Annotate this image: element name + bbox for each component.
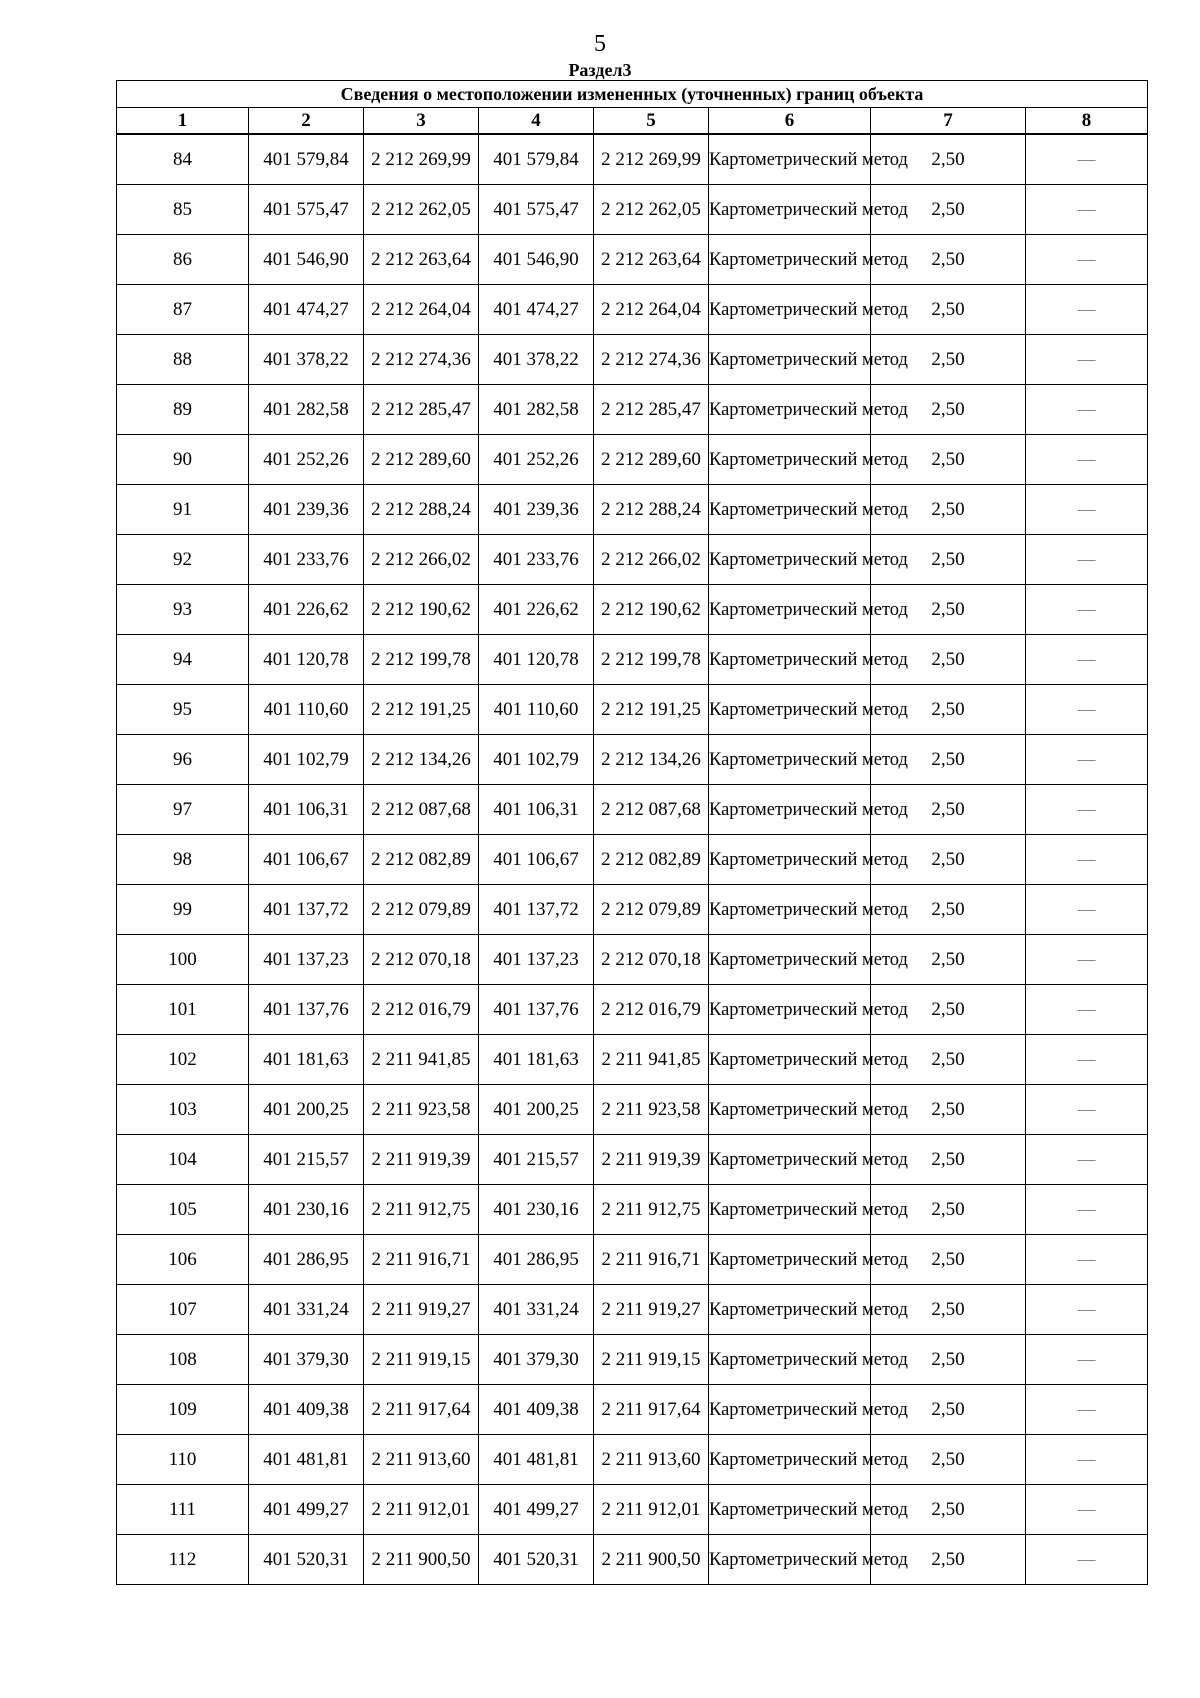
- table-cell-col-8: —: [1026, 835, 1148, 885]
- table-row: [117, 385, 1148, 435]
- table-cell-col-7: 2,50: [871, 1485, 1026, 1535]
- table-cell-col-6: Картометрический метод: [709, 385, 871, 435]
- table-cell-col-4: 401 379,30: [479, 1335, 594, 1385]
- table-cell-col-6: Картометрический метод: [709, 535, 871, 585]
- table-cell-col-3: 2 212 079,89: [364, 885, 479, 935]
- table-cell-col-6: Картометрический метод: [709, 885, 871, 935]
- table-cell-col-1: 100: [117, 935, 249, 985]
- table-cell-col-6: Картометрический метод: [709, 134, 871, 185]
- table-cell-col-2: 401 233,76: [249, 535, 364, 585]
- table-cell-col-8: —: [1026, 635, 1148, 685]
- table-cell-col-3: 2 211 912,75: [364, 1185, 479, 1235]
- table-row: [117, 535, 1148, 585]
- table-cell-col-7: 2,50: [871, 285, 1026, 335]
- table-cell-col-1: 97: [117, 785, 249, 835]
- table-cell-col-6: Картометрический метод: [709, 185, 871, 235]
- table-row: [117, 285, 1148, 335]
- table-cell-col-6: Картометрический метод: [709, 1335, 871, 1385]
- table-cell-col-8: —: [1026, 185, 1148, 235]
- table-cell-col-4: 401 200,25: [479, 1085, 594, 1135]
- table-cell-col-6: Картометрический метод: [709, 1135, 871, 1185]
- table-cell-col-5: 2 212 087,68: [594, 785, 709, 835]
- table-cell-col-5: 2 212 269,99: [594, 134, 709, 185]
- table-cell-col-8: —: [1026, 1035, 1148, 1085]
- table-row: [117, 835, 1148, 885]
- table-cell-col-5: 2 212 288,24: [594, 485, 709, 535]
- table-cell-col-5: 2 212 190,62: [594, 585, 709, 635]
- table-cell-col-6: Картометрический метод: [709, 1385, 871, 1435]
- table-cell-col-8: —: [1026, 385, 1148, 435]
- table-cell-col-5: 2 212 274,36: [594, 335, 709, 385]
- table-cell-col-7: 2,50: [871, 385, 1026, 435]
- table-cell-col-7: 2,50: [871, 885, 1026, 935]
- table-cell-col-3: 2 212 082,89: [364, 835, 479, 885]
- table-cell-col-7: 2,50: [871, 235, 1026, 285]
- table-cell-col-4: 401 137,72: [479, 885, 594, 935]
- table-cell-col-1: 91: [117, 485, 249, 535]
- table-cell-col-8: —: [1026, 435, 1148, 485]
- table-cell-col-2: 401 239,36: [249, 485, 364, 535]
- table-cell-col-3: 2 211 900,50: [364, 1535, 479, 1585]
- table-cell-col-3: 2 212 274,36: [364, 335, 479, 385]
- table-cell-col-6: Картометрический метод: [709, 1285, 871, 1335]
- table-cell-col-5: 2 212 070,18: [594, 935, 709, 985]
- table-cell-col-7: 2,50: [871, 435, 1026, 485]
- table-cell-col-4: 401 181,63: [479, 1035, 594, 1085]
- table-row: [117, 935, 1148, 985]
- table-cell-col-4: 401 474,27: [479, 285, 594, 335]
- column-number-row: [117, 108, 1148, 135]
- table-cell-col-2: 401 409,38: [249, 1385, 364, 1435]
- table-cell-col-8: —: [1026, 485, 1148, 535]
- table-cell-col-8: —: [1026, 935, 1148, 985]
- table-cell-col-5: 2 212 266,02: [594, 535, 709, 585]
- table-cell-col-8: —: [1026, 1185, 1148, 1235]
- table-cell-col-2: 401 481,81: [249, 1435, 364, 1485]
- table-cell-col-3: 2 212 190,62: [364, 585, 479, 635]
- table-cell-col-6: Картометрический метод: [709, 1485, 871, 1535]
- table-cell-col-1: 86: [117, 235, 249, 285]
- table-cell-col-2: 401 137,23: [249, 935, 364, 985]
- table-cell-col-7: 2,50: [871, 685, 1026, 735]
- table-row: [117, 335, 1148, 385]
- table-cell-col-8: —: [1026, 885, 1148, 935]
- table-cell-col-6: Картометрический метод: [709, 1235, 871, 1285]
- table-cell-col-3: 2 212 285,47: [364, 385, 479, 435]
- table-cell-col-5: 2 212 082,89: [594, 835, 709, 885]
- table-cell-col-5: 2 211 941,85: [594, 1035, 709, 1085]
- table-row: [117, 435, 1148, 485]
- table-cell-col-1: 112: [117, 1535, 249, 1585]
- table-cell-col-2: 401 106,31: [249, 785, 364, 835]
- table-cell-col-1: 98: [117, 835, 249, 885]
- table-cell-col-3: 2 212 087,68: [364, 785, 479, 835]
- table-cell-col-3: 2 212 016,79: [364, 985, 479, 1035]
- table-cell-col-8: —: [1026, 134, 1148, 185]
- column-number-1: 1: [117, 108, 249, 135]
- table-cell-col-8: —: [1026, 985, 1148, 1035]
- table-cell-col-7: 2,50: [871, 585, 1026, 635]
- table-cell-col-4: 401 137,23: [479, 935, 594, 985]
- table-cell-col-3: 2 211 941,85: [364, 1035, 479, 1085]
- table-cell-col-3: 2 211 919,15: [364, 1335, 479, 1385]
- table-cell-col-3: 2 211 913,60: [364, 1435, 479, 1485]
- table-cell-col-5: 2 212 264,04: [594, 285, 709, 335]
- table-cell-col-3: 2 212 288,24: [364, 485, 479, 535]
- table-cell-col-1: 107: [117, 1285, 249, 1335]
- table-cell-col-5: 2 212 016,79: [594, 985, 709, 1035]
- table-cell-col-8: —: [1026, 1235, 1148, 1285]
- table-cell-col-3: 2 212 262,05: [364, 185, 479, 235]
- table-cell-col-3: 2 211 917,64: [364, 1385, 479, 1435]
- table-row: [117, 1185, 1148, 1235]
- table-cell-col-6: Картометрический метод: [709, 835, 871, 885]
- table-row: [117, 885, 1148, 935]
- table-cell-col-2: 401 137,72: [249, 885, 364, 935]
- table-cell-col-2: 401 546,90: [249, 235, 364, 285]
- table-cell-col-4: 401 106,67: [479, 835, 594, 885]
- table-cell-col-2: 401 102,79: [249, 735, 364, 785]
- table-cell-col-4: 401 137,76: [479, 985, 594, 1035]
- table-cell-col-4: 401 520,31: [479, 1535, 594, 1585]
- table-cell-col-7: 2,50: [871, 635, 1026, 685]
- table-cell-col-1: 110: [117, 1435, 249, 1485]
- table-cell-col-6: Картометрический метод: [709, 1535, 871, 1585]
- table-cell-col-7: 2,50: [871, 835, 1026, 885]
- column-number-2: 2: [249, 108, 364, 135]
- table-cell-col-1: 88: [117, 335, 249, 385]
- table-cell-col-2: 401 286,95: [249, 1235, 364, 1285]
- table-cell-col-3: 2 212 264,04: [364, 285, 479, 335]
- table-cell-col-6: Картометрический метод: [709, 635, 871, 685]
- table-cell-col-2: 401 181,63: [249, 1035, 364, 1085]
- table-cell-col-7: 2,50: [871, 1085, 1026, 1135]
- column-number-5: 5: [594, 108, 709, 135]
- table-cell-col-8: —: [1026, 285, 1148, 335]
- table-cell-col-1: 95: [117, 685, 249, 735]
- table-cell-col-3: 2 212 266,02: [364, 535, 479, 585]
- table-row: [117, 235, 1148, 285]
- table-cell-col-6: Картометрический метод: [709, 235, 871, 285]
- table-cell-col-5: 2 211 912,75: [594, 1185, 709, 1235]
- table-caption-row: [117, 81, 1148, 108]
- table-cell-col-6: Картометрический метод: [709, 435, 871, 485]
- table-cell-col-5: 2 212 191,25: [594, 685, 709, 735]
- table-cell-col-1: 106: [117, 1235, 249, 1285]
- table-cell-col-1: 101: [117, 985, 249, 1035]
- table-cell-col-4: 401 378,22: [479, 335, 594, 385]
- table-body: [117, 134, 1148, 1585]
- table-cell-col-3: 2 212 070,18: [364, 935, 479, 985]
- table-cell-col-8: —: [1026, 1435, 1148, 1485]
- table-cell-col-1: 87: [117, 285, 249, 335]
- table-cell-col-4: 401 409,38: [479, 1385, 594, 1435]
- table-cell-col-1: 92: [117, 535, 249, 585]
- table-cell-col-3: 2 212 191,25: [364, 685, 479, 735]
- table-cell-col-5: 2 212 199,78: [594, 635, 709, 685]
- table-cell-col-5: 2 212 134,26: [594, 735, 709, 785]
- table-cell-col-5: 2 211 919,15: [594, 1335, 709, 1385]
- table-cell-col-4: 401 252,26: [479, 435, 594, 485]
- table-cell-col-2: 401 499,27: [249, 1485, 364, 1535]
- table-cell-col-5: 2 211 900,50: [594, 1535, 709, 1585]
- table-row: [117, 1385, 1148, 1435]
- page-number: 5: [594, 31, 606, 57]
- table-row: [117, 1085, 1148, 1135]
- table-cell-col-5: 2 211 919,27: [594, 1285, 709, 1335]
- table-cell-col-2: 401 137,76: [249, 985, 364, 1035]
- table-cell-col-1: 96: [117, 735, 249, 785]
- table-cell-col-8: —: [1026, 1485, 1148, 1535]
- table-cell-col-4: 401 233,76: [479, 535, 594, 585]
- table-cell-col-2: 401 520,31: [249, 1535, 364, 1585]
- table-cell-col-7: 2,50: [871, 535, 1026, 585]
- table-cell-col-7: 2,50: [871, 1035, 1026, 1085]
- table-cell-col-8: —: [1026, 1135, 1148, 1185]
- table-row: [117, 185, 1148, 235]
- table-cell-col-2: 401 575,47: [249, 185, 364, 235]
- table-row: [117, 785, 1148, 835]
- table-row: [117, 985, 1148, 1035]
- table-cell-col-3: 2 212 269,99: [364, 134, 479, 185]
- table-cell-col-5: 2 212 285,47: [594, 385, 709, 435]
- table-row: [117, 1485, 1148, 1535]
- table-cell-col-7: 2,50: [871, 1135, 1026, 1185]
- table-cell-col-6: Картометрический метод: [709, 735, 871, 785]
- table-row: [117, 1135, 1148, 1185]
- table-cell-col-4: 401 282,58: [479, 385, 594, 435]
- table-cell-col-7: 2,50: [871, 1535, 1026, 1585]
- table-cell-col-2: 401 331,24: [249, 1285, 364, 1335]
- table-cell-col-5: 2 212 263,64: [594, 235, 709, 285]
- table-cell-col-8: —: [1026, 685, 1148, 735]
- table-cell-col-5: 2 212 262,05: [594, 185, 709, 235]
- table-cell-col-2: 401 379,30: [249, 1335, 364, 1385]
- table-cell-col-8: —: [1026, 785, 1148, 835]
- table-row: [117, 635, 1148, 685]
- table-cell-col-7: 2,50: [871, 935, 1026, 985]
- table-cell-col-4: 401 546,90: [479, 235, 594, 285]
- table-row: [117, 1535, 1148, 1585]
- table-cell-col-8: —: [1026, 235, 1148, 285]
- table-cell-col-2: 401 226,62: [249, 585, 364, 635]
- table-cell-col-6: Картометрический метод: [709, 985, 871, 1035]
- table-cell-col-4: 401 215,57: [479, 1135, 594, 1185]
- table-cell-col-5: 2 211 916,71: [594, 1235, 709, 1285]
- column-number-7: 7: [871, 108, 1026, 135]
- table-cell-col-1: 94: [117, 635, 249, 685]
- table-cell-col-2: 401 282,58: [249, 385, 364, 435]
- table-cell-col-1: 109: [117, 1385, 249, 1435]
- table-cell-col-6: Картометрический метод: [709, 685, 871, 735]
- table-cell-col-3: 2 211 912,01: [364, 1485, 479, 1535]
- table-cell-col-6: Картометрический метод: [709, 935, 871, 985]
- table-cell-col-7: 2,50: [871, 1435, 1026, 1485]
- boundary-coordinates-table: [116, 80, 1148, 1585]
- table-cell-col-1: 93: [117, 585, 249, 635]
- table-cell-col-4: 401 110,60: [479, 685, 594, 735]
- table-cell-col-1: 85: [117, 185, 249, 235]
- table-cell-col-4: 401 579,84: [479, 134, 594, 185]
- table-cell-col-8: —: [1026, 1285, 1148, 1335]
- table-cell-col-8: —: [1026, 335, 1148, 385]
- table-cell-col-1: 89: [117, 385, 249, 435]
- table-cell-col-5: 2 212 289,60: [594, 435, 709, 485]
- table-cell-col-2: 401 252,26: [249, 435, 364, 485]
- table-row: [117, 685, 1148, 735]
- table-cell-col-4: 401 286,95: [479, 1235, 594, 1285]
- table-cell-col-7: 2,50: [871, 785, 1026, 835]
- table-cell-col-2: 401 474,27: [249, 285, 364, 335]
- table-cell-col-1: 99: [117, 885, 249, 935]
- table-cell-col-8: —: [1026, 1335, 1148, 1385]
- column-number-4: 4: [479, 108, 594, 135]
- table-cell-col-1: 103: [117, 1085, 249, 1135]
- table-cell-col-7: 2,50: [871, 1185, 1026, 1235]
- table-cell-col-6: Картометрический метод: [709, 1435, 871, 1485]
- table-row: [117, 1035, 1148, 1085]
- table-cell-col-6: Картометрический метод: [709, 1035, 871, 1085]
- table-cell-col-7: 2,50: [871, 985, 1026, 1035]
- table-cell-col-1: 105: [117, 1185, 249, 1235]
- table-cell-col-8: —: [1026, 735, 1148, 785]
- table-cell-col-7: 2,50: [871, 1385, 1026, 1435]
- table-cell-col-4: 401 575,47: [479, 185, 594, 235]
- table-cell-col-1: 102: [117, 1035, 249, 1085]
- table-cell-col-2: 401 110,60: [249, 685, 364, 735]
- table-cell-col-6: Картометрический метод: [709, 285, 871, 335]
- table-cell-col-3: 2 211 919,27: [364, 1285, 479, 1335]
- table-cell-col-6: Картометрический метод: [709, 335, 871, 385]
- table-cell-col-1: 90: [117, 435, 249, 485]
- table-cell-col-8: —: [1026, 1535, 1148, 1585]
- table-cell-col-2: 401 106,67: [249, 835, 364, 885]
- table-cell-col-3: 2 212 263,64: [364, 235, 479, 285]
- table-cell-col-4: 401 499,27: [479, 1485, 594, 1535]
- table-cell-col-3: 2 212 134,26: [364, 735, 479, 785]
- table-cell-col-1: 108: [117, 1335, 249, 1385]
- table-cell-col-6: Картометрический метод: [709, 1185, 871, 1235]
- table-cell-col-4: 401 239,36: [479, 485, 594, 535]
- table-cell-col-1: 111: [117, 1485, 249, 1535]
- table-row: [117, 1285, 1148, 1335]
- table-cell-col-5: 2 211 913,60: [594, 1435, 709, 1485]
- table-cell-col-7: 2,50: [871, 1235, 1026, 1285]
- table-cell-col-3: 2 211 916,71: [364, 1235, 479, 1285]
- table-cell-col-2: 401 378,22: [249, 335, 364, 385]
- table-cell-col-6: Картометрический метод: [709, 585, 871, 635]
- table-cell-col-2: 401 215,57: [249, 1135, 364, 1185]
- table-cell-col-8: —: [1026, 535, 1148, 585]
- table-row: [117, 485, 1148, 535]
- table-cell-col-1: 104: [117, 1135, 249, 1185]
- table-cell-col-5: 2 211 919,39: [594, 1135, 709, 1185]
- table-cell-col-6: Картометрический метод: [709, 1085, 871, 1135]
- table-cell-col-7: 2,50: [871, 134, 1026, 185]
- table-cell-col-4: 401 226,62: [479, 585, 594, 635]
- table-cell-col-5: 2 211 912,01: [594, 1485, 709, 1535]
- column-number-8: 8: [1026, 108, 1148, 135]
- table-cell-col-6: Картометрический метод: [709, 785, 871, 835]
- table-cell-col-7: 2,50: [871, 185, 1026, 235]
- column-number-6: 6: [709, 108, 871, 135]
- table-cell-col-7: 2,50: [871, 735, 1026, 785]
- table-cell-col-8: —: [1026, 1085, 1148, 1135]
- table-cell-col-4: 401 230,16: [479, 1185, 594, 1235]
- table-row: [117, 134, 1148, 185]
- table-cell-col-4: 401 331,24: [479, 1285, 594, 1335]
- table-row: [117, 1435, 1148, 1485]
- table-cell-col-2: 401 579,84: [249, 134, 364, 185]
- table-cell-col-5: 2 211 923,58: [594, 1085, 709, 1135]
- table-row: [117, 735, 1148, 785]
- table-cell-col-4: 401 120,78: [479, 635, 594, 685]
- table-cell-col-5: 2 211 917,64: [594, 1385, 709, 1435]
- table-cell-col-1: 84: [117, 134, 249, 185]
- table-row: [117, 1235, 1148, 1285]
- table-cell-col-2: 401 120,78: [249, 635, 364, 685]
- table-cell-col-4: 401 481,81: [479, 1435, 594, 1485]
- table-cell-col-6: Картометрический метод: [709, 485, 871, 535]
- table-cell-col-3: 2 211 923,58: [364, 1085, 479, 1135]
- table-cell-col-8: —: [1026, 585, 1148, 635]
- table-caption: Сведения о местоположении измененных (уточненных) границ объекта: [117, 81, 1148, 108]
- column-number-3: 3: [364, 108, 479, 135]
- table-cell-col-2: 401 230,16: [249, 1185, 364, 1235]
- table-cell-col-4: 401 102,79: [479, 735, 594, 785]
- table-cell-col-7: 2,50: [871, 1335, 1026, 1385]
- table-cell-col-8: —: [1026, 1385, 1148, 1435]
- table-cell-col-3: 2 212 289,60: [364, 435, 479, 485]
- table-cell-col-4: 401 106,31: [479, 785, 594, 835]
- section-title: Раздел3: [568, 60, 632, 80]
- table-row: [117, 585, 1148, 635]
- table-cell-col-3: 2 211 919,39: [364, 1135, 479, 1185]
- table-cell-col-7: 2,50: [871, 485, 1026, 535]
- table-cell-col-3: 2 212 199,78: [364, 635, 479, 685]
- table-row: [117, 1335, 1148, 1385]
- table-cell-col-5: 2 212 079,89: [594, 885, 709, 935]
- table-cell-col-7: 2,50: [871, 1285, 1026, 1335]
- table-cell-col-2: 401 200,25: [249, 1085, 364, 1135]
- table-cell-col-7: 2,50: [871, 335, 1026, 385]
